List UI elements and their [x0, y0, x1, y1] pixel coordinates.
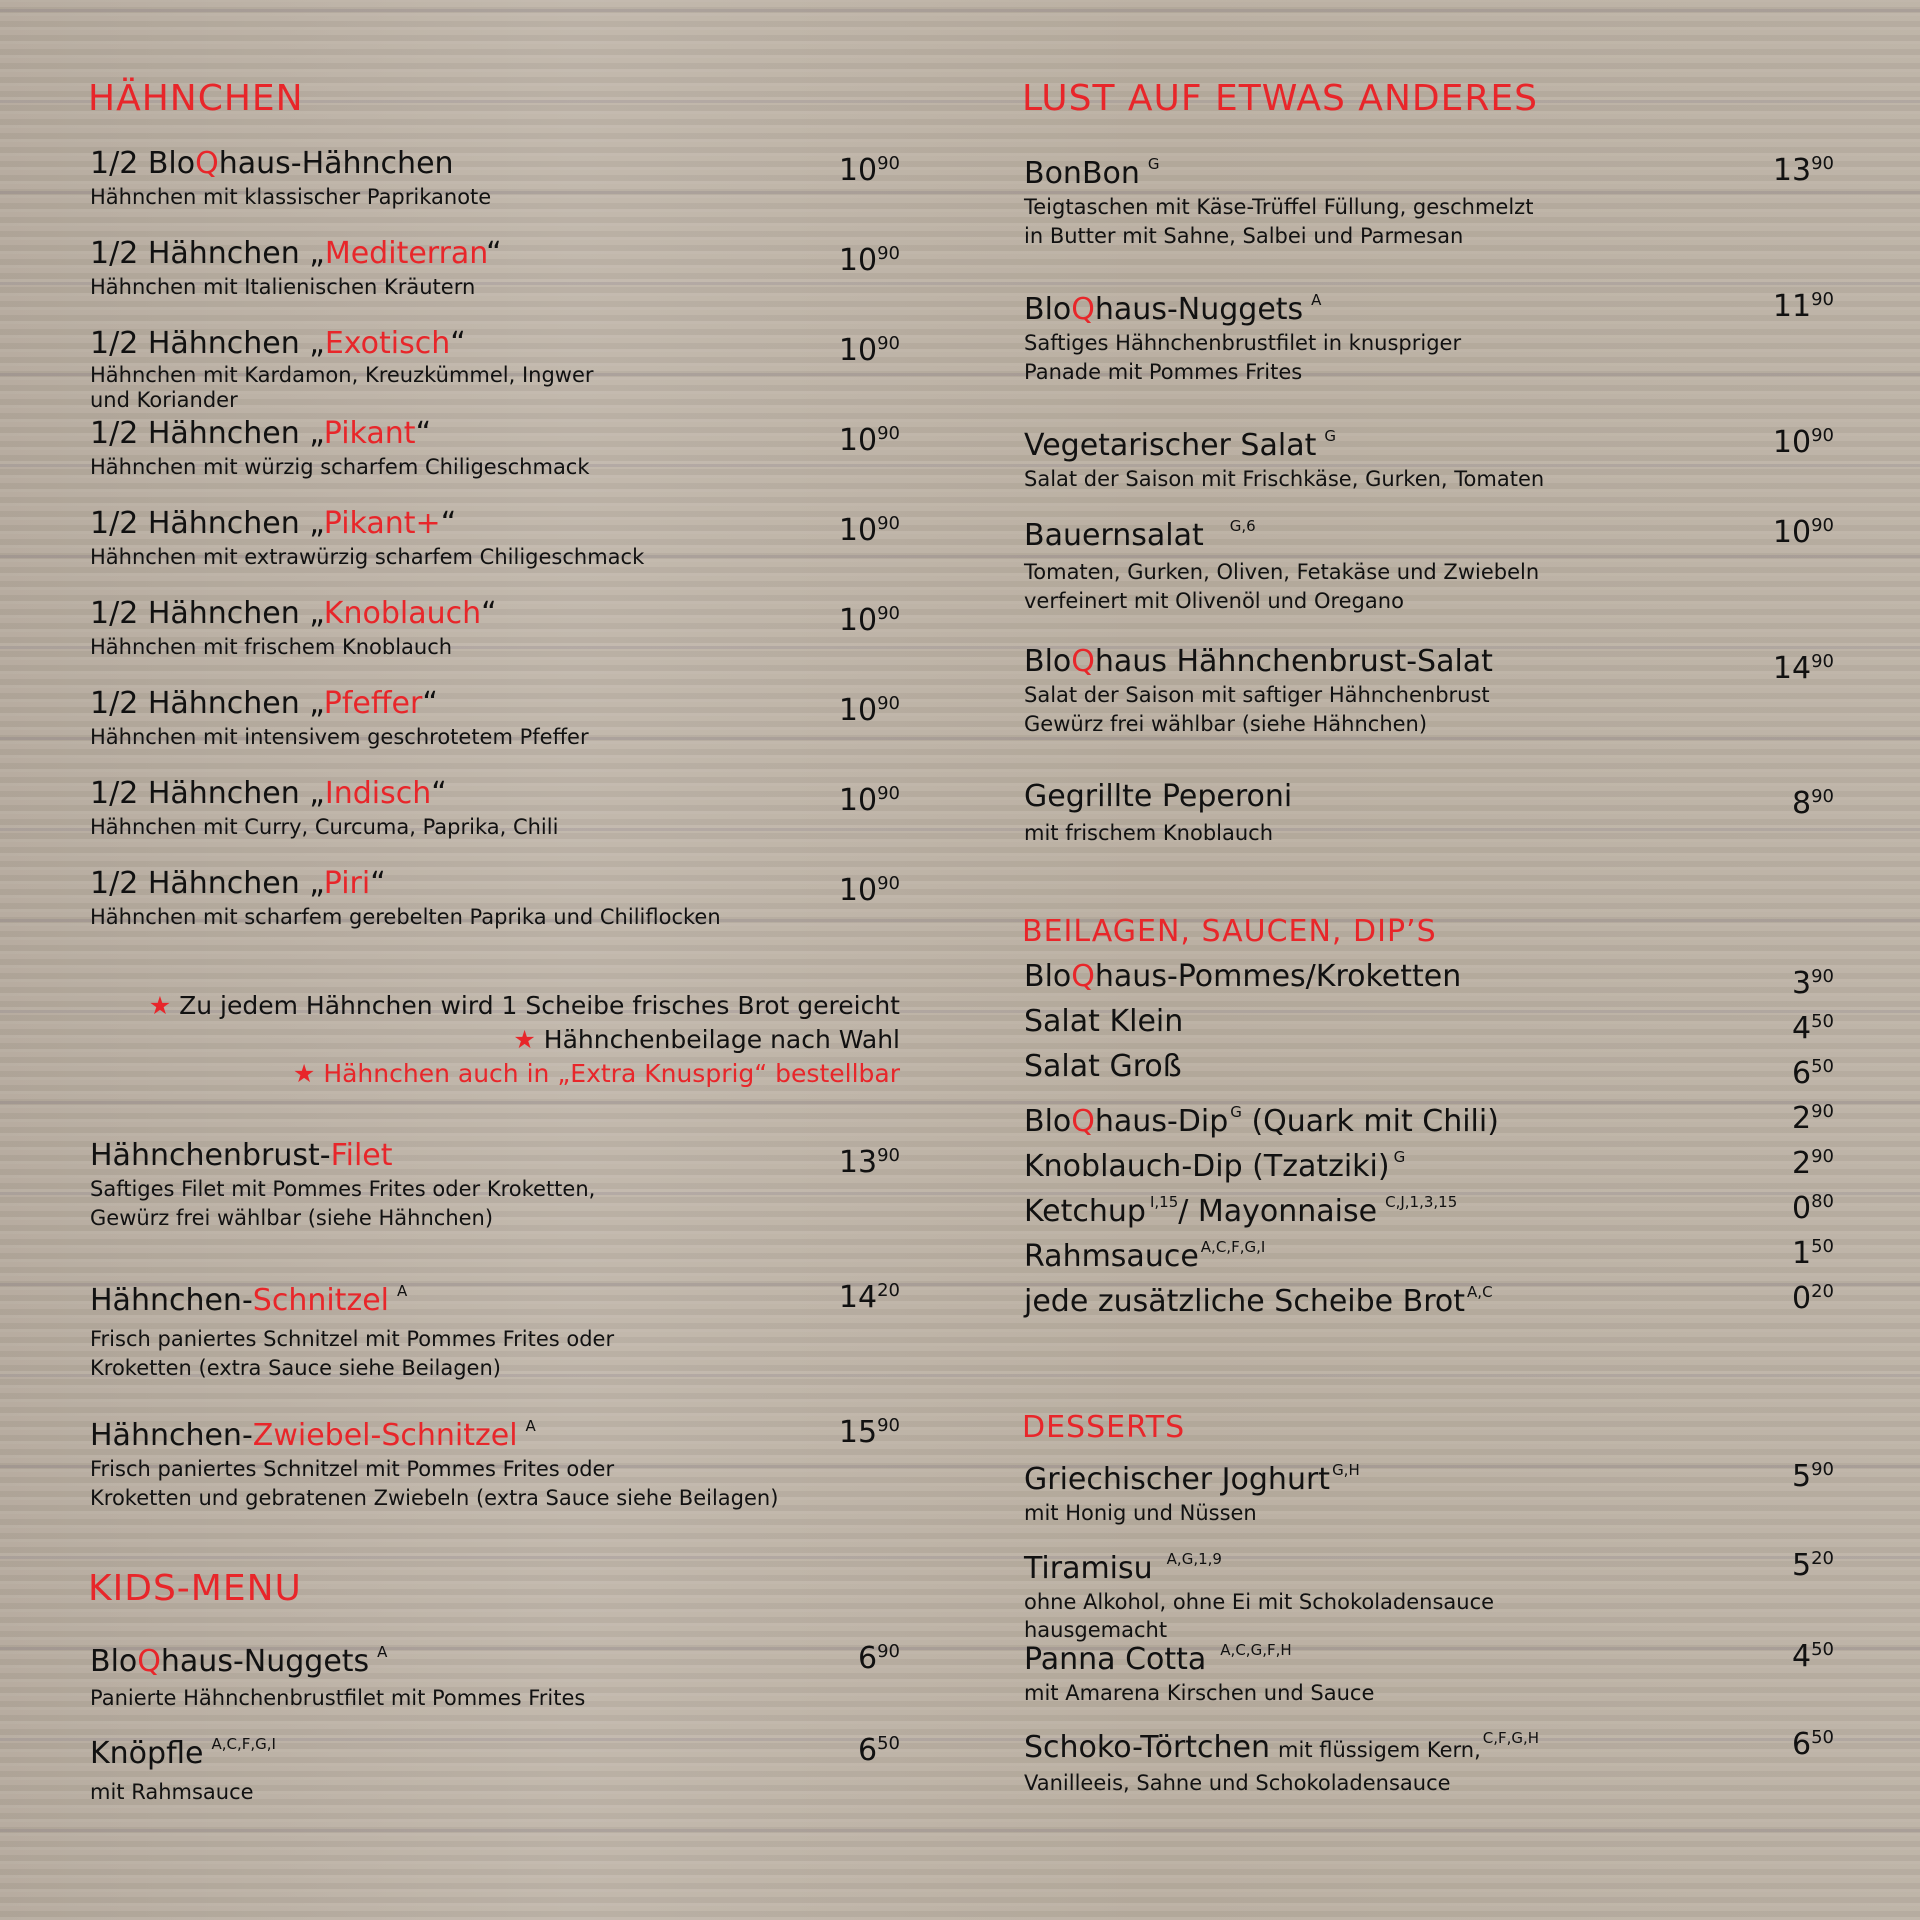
item-description: Frisch paniertes Schnitzel mit Pommes Frites oder Kroketten (extra Sauce siehe Beilagen) — [90, 1327, 615, 1380]
menu-item[interactable] — [90, 1408, 900, 1513]
star-icon: ★ — [148, 991, 172, 1020]
menu-item[interactable] — [90, 506, 900, 572]
item-name: BloQhaus-Dip $^G$ (Quark mit Chili) — [1024, 1103, 1499, 1139]
item-name: Ketchup $^{I,15}$/ Mayonnaise $^{C,J,1,3,15}$ — [1024, 1193, 1458, 1229]
menu-item[interactable] — [1024, 1452, 1834, 1528]
item-description: mit frischem Knoblauch — [1024, 821, 1274, 845]
item-description: Vanilleeis, Sahne und Schokoladensauce — [1024, 1771, 1451, 1795]
menu-item[interactable] — [90, 416, 900, 482]
menu-item[interactable] — [90, 1273, 900, 1383]
item-description: Hähnchen mit Curry, Curcuma, Paprika, Chili — [90, 815, 559, 839]
item-name: jede zusätzliche Scheibe Brot $^{A,C}$ — [1024, 1283, 1493, 1319]
item-name: Salat Klein — [1024, 1004, 1184, 1039]
item-name: 1/2 Hähnchen „Pikant“ — [90, 416, 432, 451]
item-description: Hähnchen mit extrawürzig scharfem Chiligeschmack — [90, 545, 645, 569]
item-price: $10^{90}$ — [838, 693, 900, 728]
menu-item[interactable] — [90, 596, 900, 662]
item-description: Hähnchen mit frischem Knoblauch — [90, 635, 453, 659]
item-description: Saftiges Hähnchenbrustfilet in knuspriger Panade mit Pommes Frites — [1024, 331, 1462, 384]
menu-item[interactable] — [90, 1634, 900, 1713]
note-line: ★ Hähnchenbeilage nach Wahl — [513, 1025, 900, 1054]
item-description: mit Rahmsauce — [90, 1780, 254, 1804]
item-name: 1/2 Hähnchen „Pfeffer“ — [90, 686, 438, 721]
item-name: Hähnchen-Schnitzel $^A$ — [90, 1282, 408, 1318]
item-price: $5^{20}$ — [1792, 1548, 1834, 1583]
menu-item[interactable] — [90, 686, 900, 752]
item-name: Knoblauch-Dip (Tzatziki) $^G$ — [1024, 1148, 1406, 1184]
star-icon: ★ — [513, 1025, 536, 1054]
item-description: mit Amarena Kirschen und Sauce — [1024, 1681, 1375, 1705]
item-price: $10^{90}$ — [838, 243, 900, 278]
item-price: $15^{90}$ — [838, 1415, 900, 1450]
item-name: BloQhaus Hähnchenbrust-Salat — [1024, 644, 1493, 679]
item-price: $10^{90}$ — [838, 153, 900, 188]
item-price: $13^{90}$ — [838, 1145, 900, 1180]
side-item[interactable] — [1024, 1225, 1834, 1274]
item-name: Griechischer Joghurt $^{G,H}$ — [1024, 1461, 1360, 1497]
item-price: $4^{50}$ — [1792, 1639, 1834, 1674]
side-item[interactable] — [1024, 1090, 1834, 1139]
item-description: Hähnchen mit intensivem geschrotetem Pfeffer — [90, 725, 589, 749]
item-price: $6^{50}$ — [858, 1733, 900, 1768]
menu-item[interactable] — [1024, 1541, 1834, 1644]
menu-item[interactable] — [1024, 644, 1834, 739]
item-description: Salat der Saison mit saftiger Hähnchenbrust Gewürz frei wählbar (siehe Hähnchen) — [1024, 683, 1490, 736]
item-name: Hähnchen-Zwiebel-Schnitzel $^A$ — [90, 1417, 536, 1453]
item-description: Salat der Saison mit Frischkäse, Gurken, Tomaten — [1024, 467, 1545, 491]
item-price: $13^{90}$ — [1772, 153, 1834, 188]
item-price: $10^{90}$ — [838, 333, 900, 368]
item-name: Hähnchenbrust-Filet — [90, 1138, 393, 1173]
item-name: Knöpfle $^{A,C,F,G,I}$ — [90, 1735, 276, 1771]
section-title-anderes: LUST AUF ETWAS ANDERES — [1022, 78, 1538, 119]
menu-item[interactable] — [90, 326, 900, 413]
menu-item[interactable] — [90, 776, 900, 842]
item-name: 1/2 BloQhaus-Hähnchen — [90, 146, 454, 181]
menu-item[interactable] — [90, 866, 900, 932]
item-price: $10^{90}$ — [1772, 515, 1834, 550]
item-name: BloQhaus-Pommes/Kroketten — [1024, 959, 1462, 994]
item-price: $10^{90}$ — [838, 513, 900, 548]
item-name: Vegetarischer Salat $^G$ — [1024, 427, 1336, 463]
menu-item[interactable] — [1024, 1632, 1834, 1708]
menu-item[interactable] — [1024, 146, 1834, 251]
menu-item[interactable] — [1024, 779, 1834, 848]
item-price: $11^{90}$ — [1772, 289, 1834, 324]
haehnchen-notes — [149, 989, 900, 1091]
item-description: Frisch paniertes Schnitzel mit Pommes Frites oder Kroketten und gebratenen Zwiebeln (extra Sauce siehe Beilagen) — [90, 1457, 779, 1510]
item-price: $10^{90}$ — [838, 423, 900, 458]
item-description: Hähnchen mit klassischer Paprikanote — [90, 185, 492, 209]
menu-item[interactable] — [1024, 1720, 1834, 1798]
star-icon: ★ — [292, 1059, 316, 1088]
item-name: Panna Cotta $^{A,C,G,F,H}$ — [1024, 1641, 1292, 1677]
item-name: Tiramisu $^{A,G,1,9}$ — [1024, 1550, 1222, 1586]
item-name: 1/2 Hähnchen „Exotisch“ — [90, 326, 466, 361]
item-name: BloQhaus-Nuggets $^A$ — [90, 1643, 388, 1679]
item-price: $10^{90}$ — [838, 603, 900, 638]
menu-item[interactable] — [90, 1138, 900, 1233]
item-price: $14^{90}$ — [1772, 651, 1834, 686]
item-price: $5^{90}$ — [1792, 1459, 1834, 1494]
item-description: Tomaten, Gurken, Oliven, Fetakäse und Zwiebeln verfeinert mit Olivenöl und Oregano — [1024, 560, 1540, 613]
menu-item[interactable] — [90, 1726, 900, 1807]
section-title-beilagen: BEILAGEN, SAUCEN, DIP’S — [1022, 914, 1437, 949]
side-item[interactable] — [1024, 1135, 1834, 1184]
section-title-haehnchen: HÄHNCHEN — [88, 78, 304, 119]
item-name: 1/2 Hähnchen „Piri“ — [90, 866, 386, 901]
menu-item[interactable] — [90, 236, 900, 302]
section-title-kids: KIDS-MENU — [88, 1568, 302, 1609]
side-item[interactable] — [1024, 1180, 1834, 1229]
item-description: Panierte Hähnchenbrustfilet mit Pommes Frites — [90, 1686, 586, 1710]
item-name: 1/2 Hähnchen „Mediterran“ — [90, 236, 502, 271]
menu-item[interactable] — [90, 146, 900, 212]
item-description: ohne Alkohol, ohne Ei mit Schokoladensauce hausgemacht — [1024, 1590, 1495, 1642]
item-name: Rahmsauce $^{A,C,F,G,I}$ — [1024, 1238, 1266, 1274]
side-item[interactable] — [1024, 1000, 1834, 1044]
item-price: $6^{50}$ — [1792, 1727, 1834, 1762]
item-price: $2^{90}$ — [1792, 1101, 1834, 1136]
side-item[interactable] — [1024, 955, 1834, 999]
item-price: $2^{90}$ — [1792, 1146, 1834, 1181]
item-description: Teigtaschen mit Käse-Trüffel Füllung, geschmelzt in Butter mit Sahne, Salbei und Parmesan — [1024, 195, 1534, 248]
item-description: Saftiges Filet mit Pommes Frites oder Kroketten, Gewürz frei wählbar (siehe Hähnchen) — [90, 1177, 596, 1230]
item-price: $14^{20}$ — [838, 1280, 900, 1315]
item-name: Bauernsalat $^{G,6}$ — [1024, 517, 1256, 553]
item-price: $1^{50}$ — [1792, 1236, 1834, 1271]
item-description: Hähnchen mit Italienischen Kräutern — [90, 275, 476, 299]
item-description: Hähnchen mit würzig scharfem Chiligeschmack — [90, 455, 590, 479]
item-price: $0^{20}$ — [1792, 1281, 1834, 1316]
item-price: $0^{80}$ — [1792, 1191, 1834, 1226]
section-title-desserts: DESSERTS — [1022, 1410, 1186, 1445]
menu-item[interactable] — [1024, 508, 1834, 616]
item-name: BloQhaus-Nuggets $^A$ — [1024, 291, 1322, 327]
item-description: Hähnchen mit scharfem gerebelten Paprika und Chiliflocken — [90, 905, 721, 929]
item-name: Schoko-Törtchen mit flüssigem Kern, $^{C,F,G,H}$ — [1024, 1729, 1540, 1765]
item-name: Gegrillte Peperoni — [1024, 779, 1293, 814]
item-price: $8^{90}$ — [1792, 786, 1834, 821]
item-description: Hähnchen mit Kardamon, Kreuzkümmel, Ingwer und Koriander — [90, 363, 594, 412]
side-item[interactable] — [1024, 1270, 1834, 1319]
item-name: 1/2 Hähnchen „Indisch“ — [90, 776, 447, 811]
item-price: $6^{50}$ — [1792, 1056, 1834, 1091]
item-description: mit Honig und Nüssen — [1024, 1501, 1257, 1525]
item-price: $10^{90}$ — [838, 873, 900, 908]
item-name: BonBon $^G$ — [1024, 155, 1160, 191]
item-price: $10^{90}$ — [1772, 425, 1834, 460]
item-name: Salat Groß — [1024, 1049, 1182, 1084]
side-item[interactable] — [1024, 1045, 1834, 1089]
item-name: 1/2 Hähnchen „Knoblauch“ — [90, 596, 497, 631]
menu-item[interactable] — [1024, 418, 1834, 494]
item-name: 1/2 Hähnchen „Pikant+“ — [90, 506, 457, 541]
item-price: $10^{90}$ — [838, 783, 900, 818]
note-line: ★ Zu jedem Hähnchen wird 1 Scheibe frisches Brot gereicht — [148, 991, 900, 1020]
item-price: $6^{90}$ — [858, 1641, 900, 1676]
note-line: ★ Hähnchen auch in „Extra Knusprig“ bestellbar — [292, 1059, 900, 1088]
item-price: $3^{90}$ — [1792, 966, 1834, 1001]
menu-item[interactable] — [1024, 282, 1834, 387]
item-price: $4^{50}$ — [1792, 1011, 1834, 1046]
